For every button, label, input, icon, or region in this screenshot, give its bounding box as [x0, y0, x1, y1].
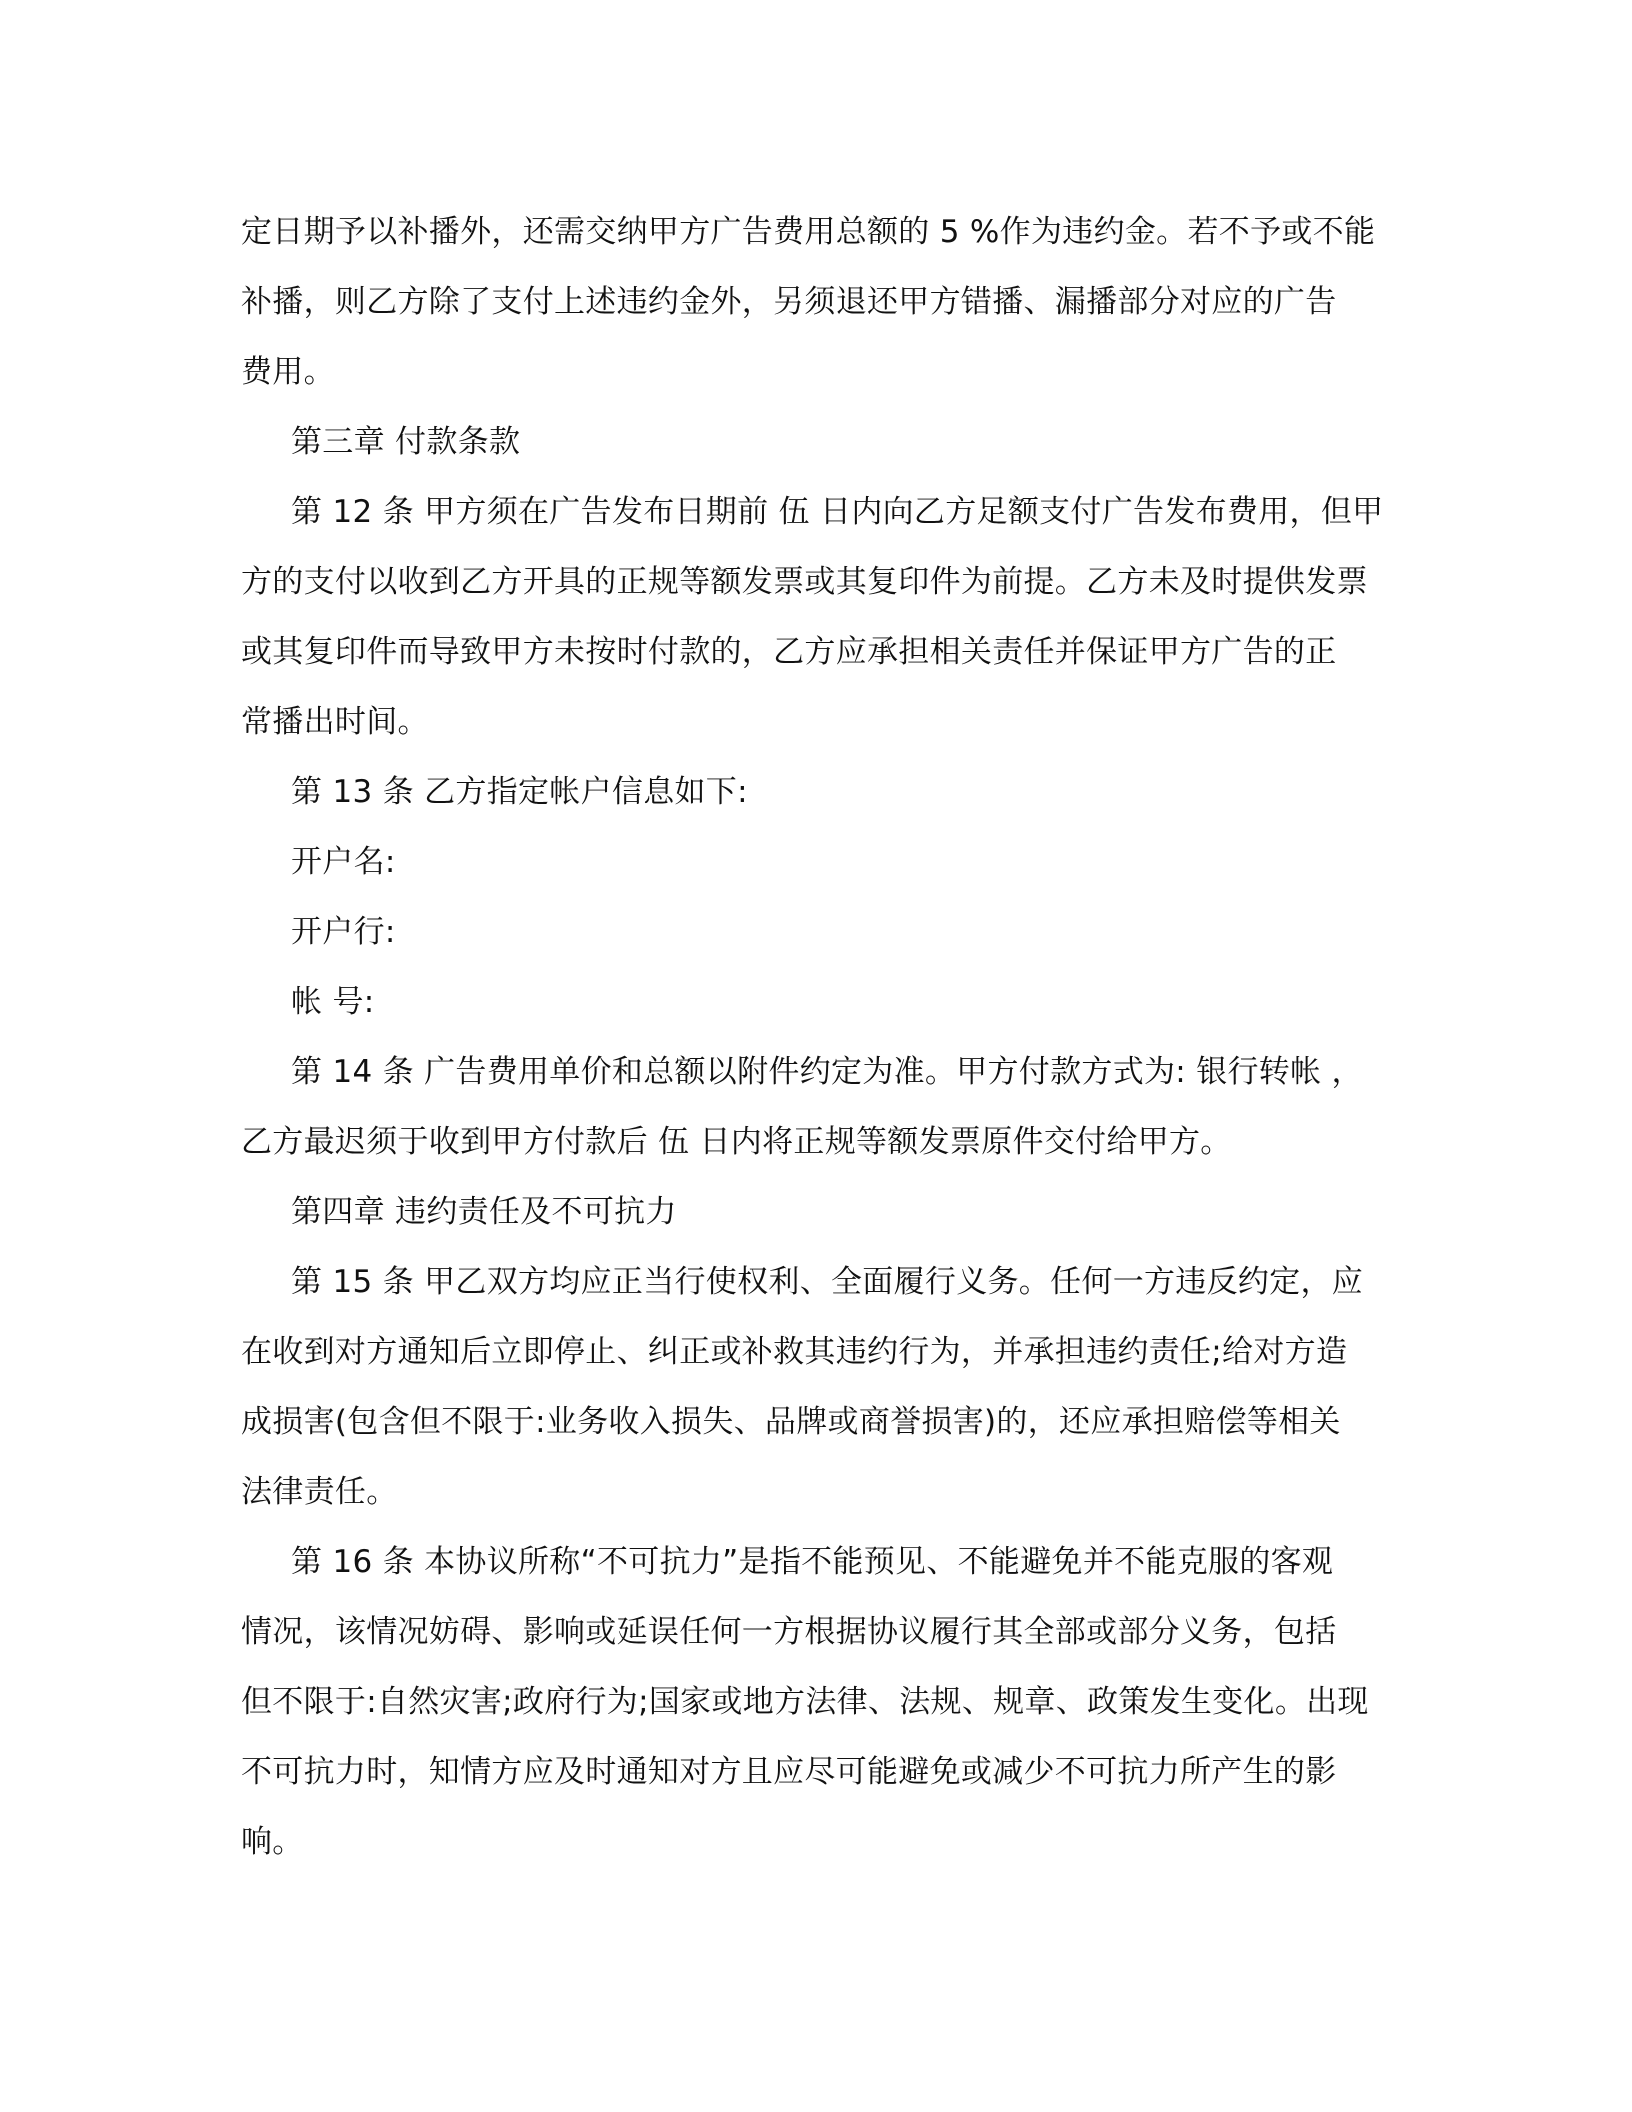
text-line: 乙方最迟须于收到甲方付款后 伍 日内将正规等额发票原件交付给甲方。	[241, 1124, 1232, 1160]
text-line: 第 14 条 广告费用单价和总额以附件约定为准。甲方付款方式为: 银行转帐 ，	[291, 1054, 1363, 1090]
chapter-heading: 第三章 付款条款	[291, 424, 521, 460]
text-line: 情况，该情况妨碍、影响或延误任何一方根据协议履行其全部或部分义务，包括	[241, 1614, 1337, 1650]
chapter-heading: 第四章 违约责任及不可抗力	[291, 1194, 677, 1230]
text-line: 响。	[241, 1824, 304, 1860]
text-line: 方的支付以收到乙方开具的正规等额发票或其复印件为前提。乙方未及时提供发票	[241, 564, 1368, 600]
account-name-field: 开户名:	[291, 844, 396, 880]
text-line: 定日期予以补播外，还需交纳甲方广告费用总额的 5 %作为违约金。若不予或不能	[241, 214, 1376, 250]
text-line: 补播，则乙方除了支付上述违约金外，另须退还甲方错播、漏播部分对应的广告	[241, 284, 1337, 320]
text-line: 第 12 条 甲方须在广告发布日期前 伍 日内向乙方足额支付广告发布费用，但甲	[291, 494, 1384, 530]
text-line: 第 13 条 乙方指定帐户信息如下:	[291, 774, 748, 810]
text-line: 或其复印件而导致甲方未按时付款的，乙方应承担相关责任并保证甲方广告的正	[241, 634, 1337, 670]
text-line: 法律责任。	[241, 1474, 398, 1510]
account-bank-field: 开户行:	[291, 914, 396, 950]
text-line: 不可抗力时，知情方应及时通知对方且应尽可能避免或减少不可抗力所产生的影	[241, 1754, 1337, 1790]
document-page	[241, 197, 1391, 1877]
text-line: 第 16 条 本协议所称“不可抗力”是指不能预见、不能避免并不能克服的客观	[291, 1544, 1334, 1580]
text-line: 费用。	[241, 354, 335, 390]
text-line: 但不限于:自然灾害;政府行为;国家或地方法律、法规、规章、政策发生变化。出现	[241, 1684, 1369, 1720]
text-line: 成损害(包含但不限于:业务收入损失、品牌或商誉损害)的，还应承担赔偿等相关	[241, 1404, 1341, 1440]
text-line: 在收到对方通知后立即停止、纠正或补救其违约行为，并承担违约责任;给对方造	[241, 1334, 1348, 1370]
account-number-field: 帐 号:	[291, 984, 375, 1020]
text-line: 第 15 条 甲乙双方均应正当行使权利、全面履行义务。任何一方违反约定，应	[291, 1264, 1364, 1300]
text-line: 常播出时间。	[241, 704, 429, 740]
